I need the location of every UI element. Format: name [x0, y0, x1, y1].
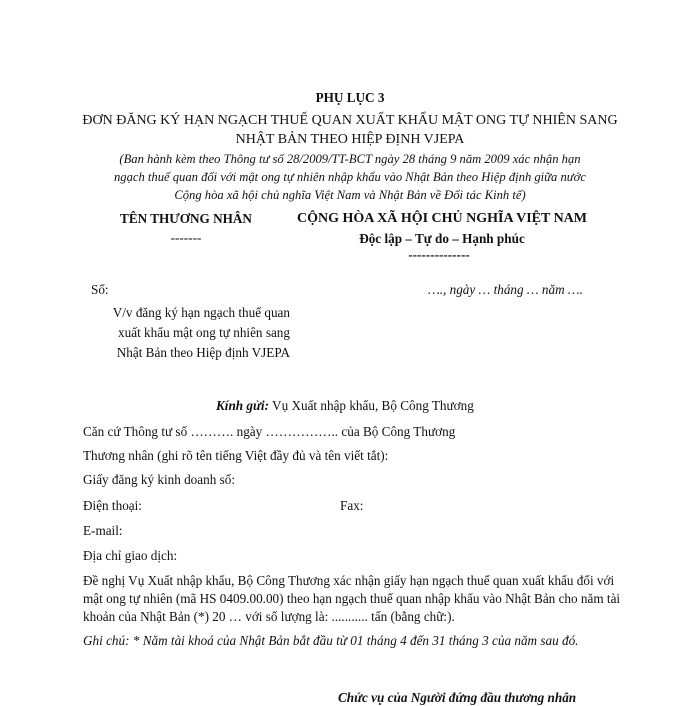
fax-field: Fax: — [340, 498, 364, 513]
issuance-note-line-3: Cộng hòa xã hội chủ nghĩa Việt Nam và Nhật Bản về Đối tác Kinh tế) — [174, 188, 526, 202]
recipient-line — [216, 398, 474, 414]
phone-field: Điện thoại: — [83, 498, 142, 513]
issuance-note-line-2: ngạch thuế quan đối với mật ong tự nhiên nhập khẩu vào Nhật Bản theo Hiệp định giữa nước — [114, 170, 586, 184]
subject-line-2: xuất khẩu mật ong tự nhiên sang — [118, 325, 290, 340]
country-name: CỘNG HÒA XÃ HỘI CHỦ NGHĨA VIỆT NAM — [296, 211, 587, 226]
form-title-line-2: NHẬT BẢN THEO HIỆP ĐỊNH VJEPA — [235, 132, 465, 147]
date-line: …., ngày … tháng … năm …. — [428, 282, 583, 297]
issuance-note-line-1: (Ban hành kèm theo Thông tư số 28/2009/TT-BCT ngày 28 tháng 9 năm 2009 xác nhận hạn — [119, 152, 581, 166]
left-divider: ------- — [170, 230, 202, 245]
legal-basis-line: Căn cứ Thông tư số ………. ngày …………….. của Bộ Công Thương — [83, 424, 456, 439]
trader-name-heading: TÊN THƯƠNG NHÂN — [120, 211, 252, 226]
appendix-heading: PHỤ LỤC 3 — [315, 90, 385, 105]
right-divider: -------------- — [408, 247, 470, 262]
recipient-value: Vụ Xuất nhập khẩu, Bộ Công Thương — [272, 398, 474, 413]
request-paragraph: Đề nghị Vụ Xuất nhập khẩu, Bộ Công Thương xác nhận giấy hạn ngạch thuế quan xuất khẩu đối với mật ong tự nhiên (mã HS 0409.00.00) theo hạn ngạch thuế quan nhập khẩu vào Nhật Bản cho năm tài khoản của Nhật Bản (*) 20 … với số lượng là: ........... tấn (bằng chữ:). — [83, 573, 621, 624]
trader-field: Thương nhân (ghi rõ tên tiếng Việt đầy đủ và tên viết tắt): — [83, 448, 389, 463]
subject-line-1: V/v đăng ký hạn ngạch thuế quan — [112, 305, 290, 320]
recipient-label: Kính gửi: — [216, 398, 269, 413]
form-title-line-1: ĐƠN ĐĂNG KÝ HẠN NGẠCH THUẾ QUAN XUẤT KHẨU MẬT ONG TỰ NHIÊN SANG — [82, 113, 618, 128]
business-license-field: Giấy đăng ký kinh doanh số: — [83, 472, 236, 487]
national-motto: Độc lập – Tự do – Hạnh phúc — [359, 231, 525, 246]
subject-line-3: Nhật Bản theo Hiệp định VJEPA — [116, 345, 290, 360]
footnote: Ghi chú: * Năm tài khoá của Nhật Bản bắt đầu từ 01 tháng 4 đến 31 tháng 3 của năm sau đó. — [83, 633, 579, 648]
email-field: E-mail: — [83, 523, 123, 538]
address-field: Địa chỉ giao dịch: — [83, 548, 178, 563]
document-number-label: Số: — [91, 282, 109, 297]
signature-title: Chức vụ của Người đứng đầu thương nhân — [338, 690, 577, 705]
